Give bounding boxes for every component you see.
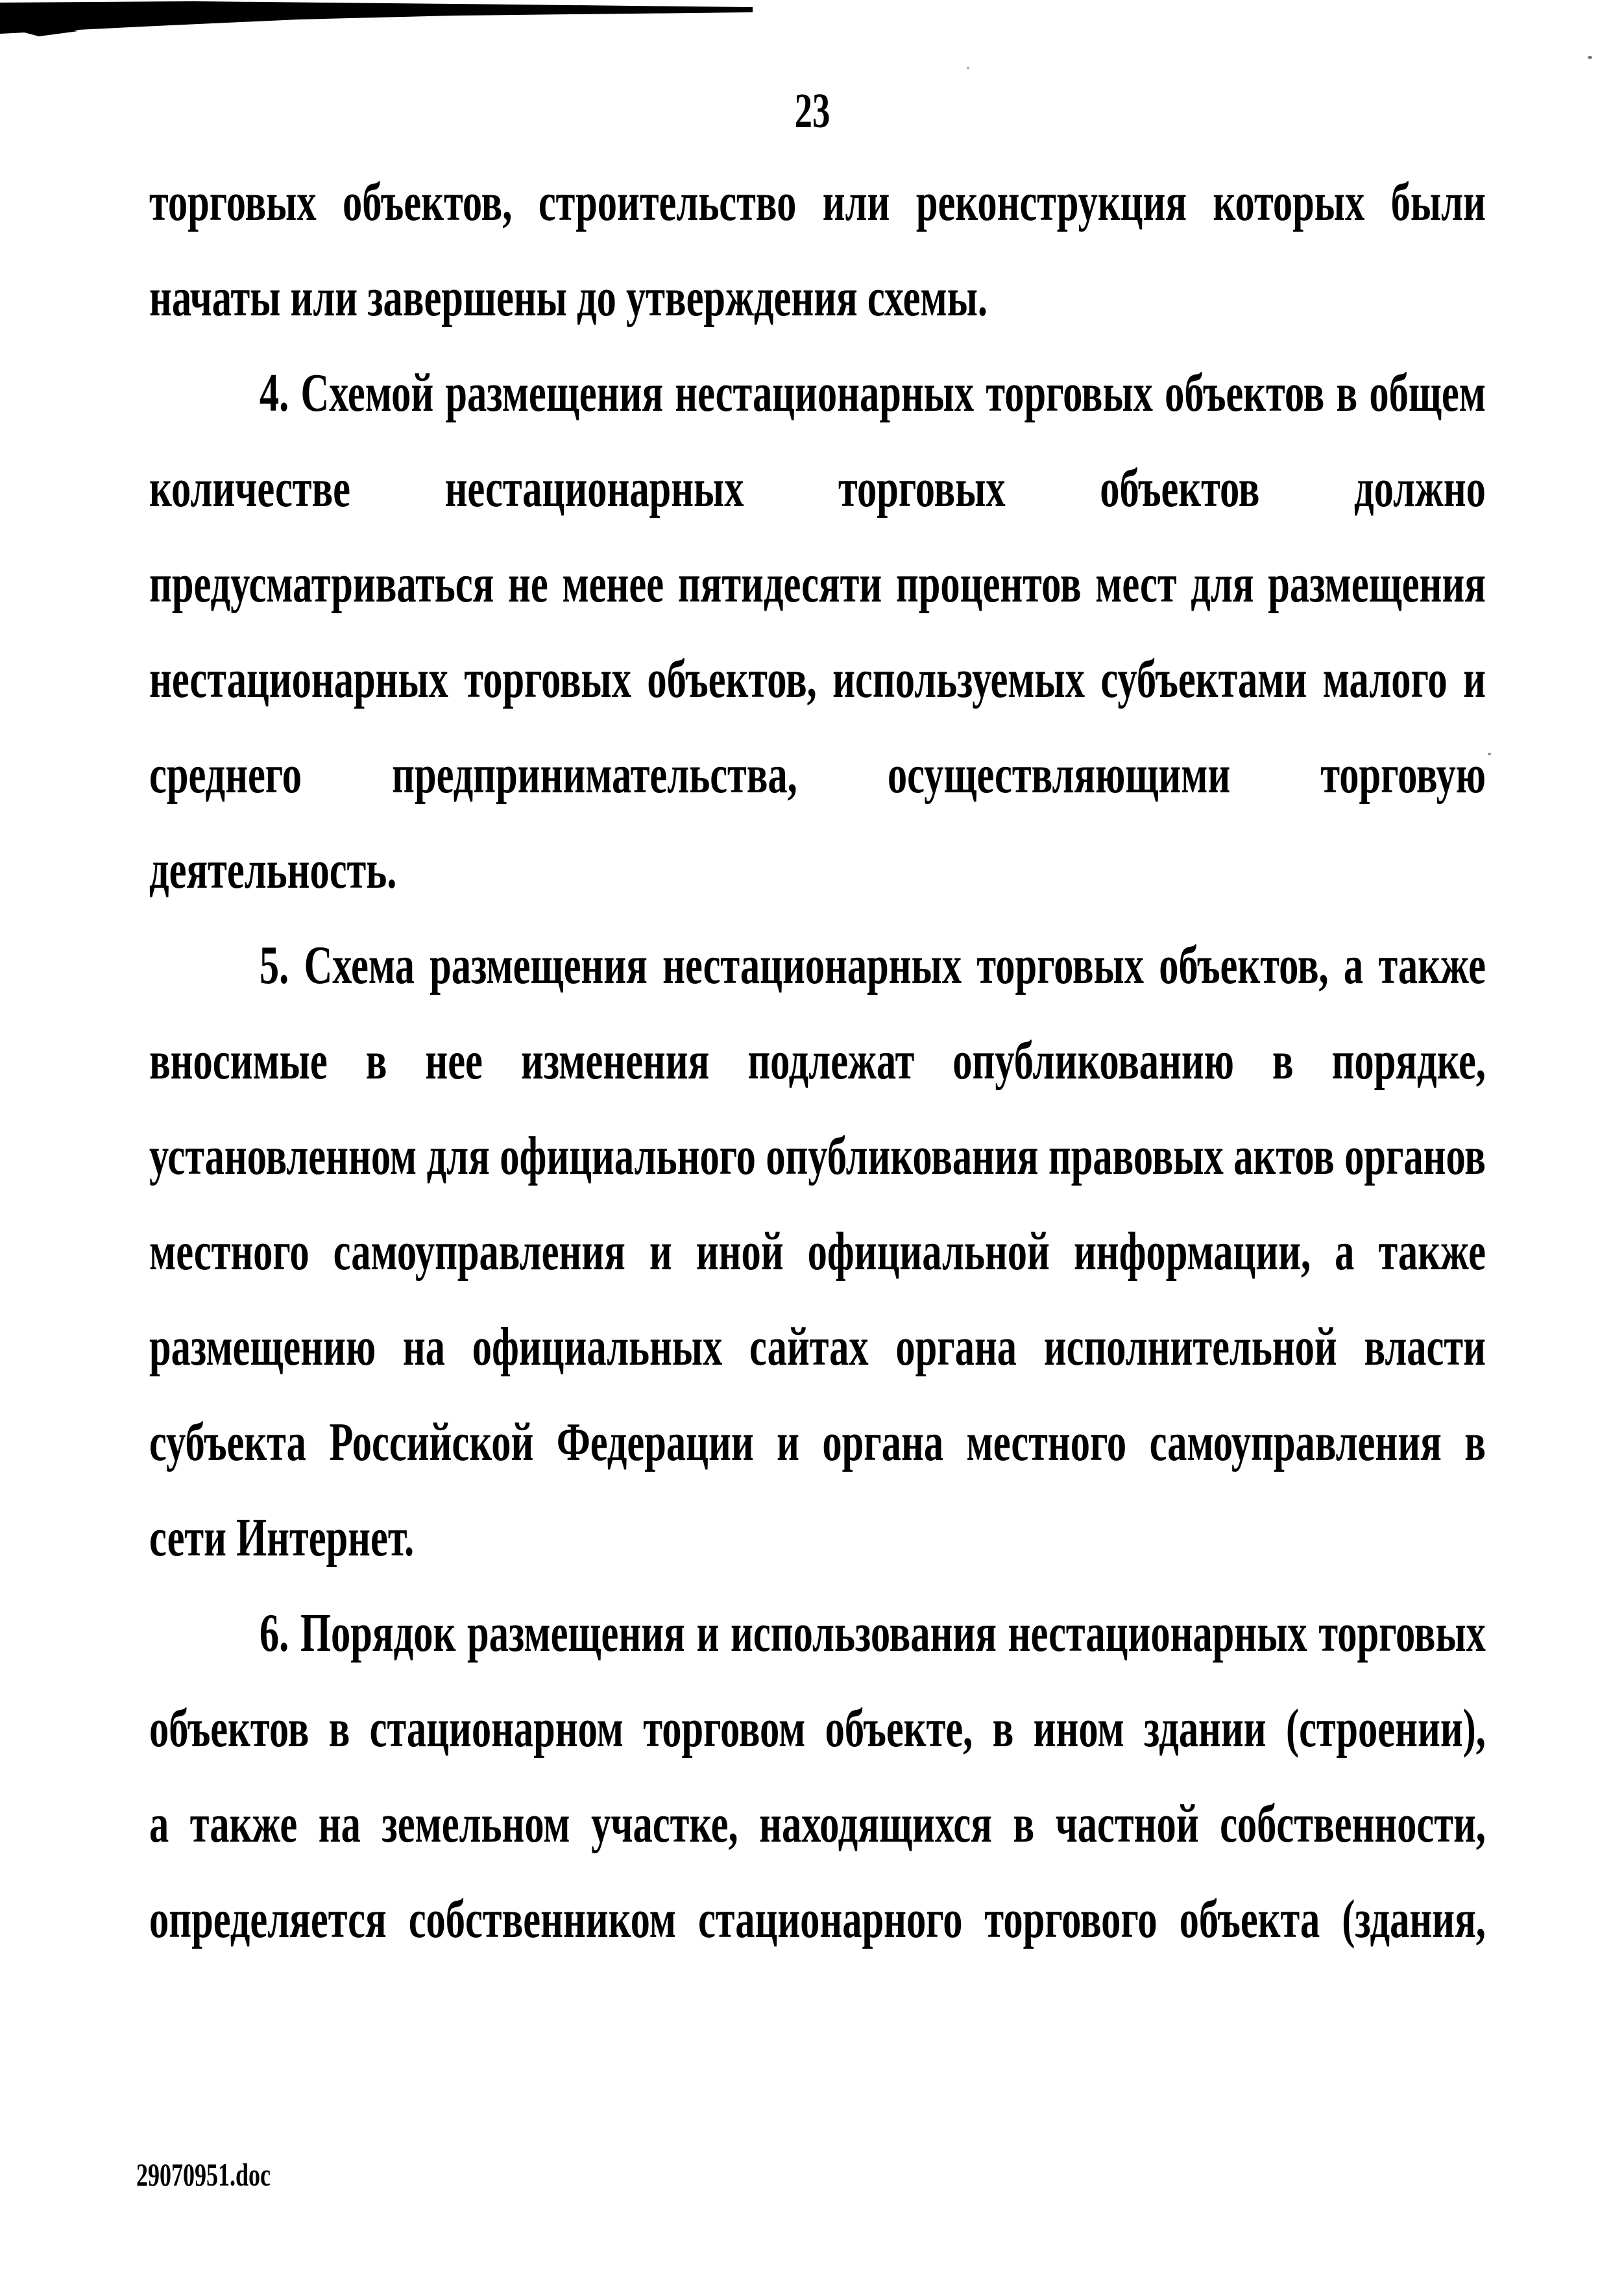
scan-speck	[967, 67, 969, 69]
scan-speck	[1588, 56, 1592, 59]
footer-filename	[136, 2156, 323, 2193]
page-number-value: 23	[794, 84, 830, 138]
text-line: определяется собственником стационарного торгового объекта (здания,	[149, 1889, 1486, 1949]
page-number	[0, 83, 1624, 140]
text-line: вносимые в нее изменения подлежат опубликованию в порядке,	[149, 1030, 1486, 1091]
text-line: а также на земельном участке, находящихся в частной собственности,	[149, 1794, 1486, 1854]
text-line: установленном для официального опубликования правовых актов органов	[149, 1126, 1486, 1186]
text-line: объектов в стационарном торговом объекте, в ином здании (строении),	[149, 1698, 1486, 1759]
text-line: среднего предпринимательства, осуществляющими торговую	[149, 744, 1486, 805]
text-line: сети Интернет.	[149, 1507, 415, 1568]
scan-artifact-top-bar	[0, 0, 811, 45]
text-block	[149, 154, 1486, 1967]
text-line: местного самоуправления и иной официальной информации, а также	[149, 1221, 1486, 1282]
text-line: нестационарных торговых объектов, используемых субъектами малого и	[149, 649, 1486, 709]
text-line: 4. Схемой размещения нестационарных торговых объектов в общем	[259, 363, 1486, 423]
text-line: 5. Схема размещения нестационарных торговых объектов, а также	[259, 935, 1486, 995]
text-line: торговых объектов, строительство или реконструкция которых были	[149, 172, 1486, 232]
footer-filename-value: 29070951.doc	[136, 2156, 271, 2193]
text-line: количестве нестационарных торговых объектов должно	[149, 458, 1486, 518]
text-line: субъекта Российской Федерации и органа местного самоуправления в	[149, 1412, 1486, 1472]
text-line: начаты или завершены до утверждения схемы.	[149, 267, 988, 328]
text-line: предусматриваться не менее пятидесяти процентов мест для размещения	[149, 554, 1486, 614]
text-line: размещению на официальных сайтах органа исполнительной власти	[149, 1317, 1486, 1377]
scan-speck	[1488, 753, 1491, 755]
text-line: 6. Порядок размещения и использования нестационарных торговых	[259, 1603, 1486, 1663]
text-line: деятельность.	[149, 840, 397, 900]
